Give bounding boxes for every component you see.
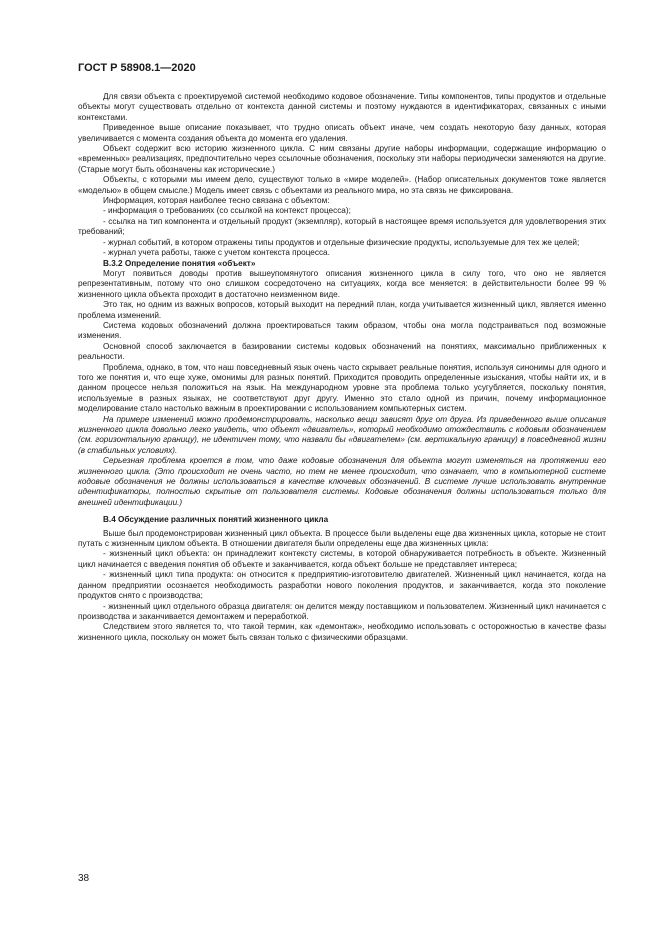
italic-note: На примере изменений можно продемонстрировать, насколько вещи зависят друг от друга. Из приведенного выше описания жизненного цикла довольно легко увидеть, что объект «двигатель», который необходимо отождествить с кодовым обозначением (см. горизонтальную границу), не идентичен тому, что назвали бы «двигателем» (см. вертикальную границу) в повседневной жизни (в стабильных условиях). [78,414,606,455]
list-item: - информация о требованиях (со ссылкой на контекст процесса); [103,206,351,216]
list-item: - жизненный цикл типа продукта: он относится к предприятию-изготовителю двигателей. Жизненный цикл начинается, когда на данном предприятии осознается необходимость разработки нового поколения продуктов, и заканчивается, когда это поколение продуктов снято с производства; [78,570,606,601]
list-item: - жизненный цикл отдельного образца двигателя: он делится между поставщиком и пользователем. Жизненный цикл начинается с производства и заканчивается демонтажем и переработкой. [78,601,606,621]
list-item: - журнал событий, в котором отражены типы продуктов и отдельные физические продукты, используемые для тех же целей; [103,237,580,247]
paragraph: Выше был продемонстрирован жизненный цикл объекта. В процессе были выделены еще два жизненных цикла, которые не стоит путать с жизненным циклом объекта. В отношении двигателя были определены еще два жизненных цикла: [78,528,606,549]
paragraph: Приведенное выше описание показывает, что трудно описать объект иначе, чем создать некоторую базу данных, которая увеличивается с момента создания объекта до момента его удаления. [78,123,606,143]
list-item: - журнал учета работы, также с учетом контекста процесса. [103,248,330,258]
paragraph: Это так, но одним из важных вопросов, который выходит на передний план, когда учитывается жизненный цикл, является именно проблема изменений. [78,300,606,320]
list-item: - жизненный цикл объекта: он принадлежит контексту системы, в которой обнаруживается потребность в объекте. Жизненный цикл начинается с введения понятия об объекте и заканчивается, когда объект больше не представляет интереса; [78,549,606,569]
paragraph: Объекты, с которыми мы имеем дело, существуют только в «мире моделей». (Набор описательных документов тоже является «моделью» в общем смысле.) Модель имеет связь с объектами из реального мира, но эта связь не фиксирована. [78,175,606,195]
section-heading: В.3.2 Определение понятия «объект» [103,258,256,268]
paragraph: Для связи объекта с проектируемой системой необходимо кодовое обозначение. Типы компонентов, типы продуктов и отдельные объекты могут существовать отдельно от контекста данной системы и поэтому нуждаются в идентификаторах, связанных с иными контекстами. [78,92,606,122]
paragraph: Могут появиться доводы против вышеупомянутого описания жизненного цикла в силу того, что оно не является репрезентативным, потому что оно слишком сосредоточено на ситуациях, когда все меняется: в действительности более 99 % жизненного цикла объекта проходит в достаточно неизменном виде. [78,268,606,299]
paragraph: Основной способ заключается в базировании системы кодовых обозначений на понятиях, максимально приближенных к реальности. [78,341,606,362]
section-heading: В.4 Обсуждение различных понятий жизненного цикла [103,515,329,525]
paragraph: Следствием этого является то, что такой термин, как «демонтаж», необходимо использовать с осторожностью в качестве фазы жизненного цикла, поскольку он может быть связан только с физическими образцами. [78,622,606,642]
document-body [78,92,606,643]
italic-note: Серьезная проблема кроется в том, что даже кодовые обозначения для объекта могут изменяться на протяжении его жизненного цикла. (Это происходит не очень часто, но тем не менее происходит, что означает, что в компьютерной системе кодовые обозначения не должны использоваться в качестве ключевых обозначений. В системе лучше использовать внутренние идентификаторы, полностью скрытые от пользователя системы. Кодовые обозначения должны использоваться только для внешней идентификации.) [78,456,606,507]
paragraph: Проблема, однако, в том, что наш повседневный язык очень часто скрывает реальные понятия, используя синонимы для одного и того же понятия и, что еще хуже, омонимы для разных понятий. Приходится проводить определенные изыскания, чтобы найти их, и в данном процессе нельзя положиться на язык. На международном уровне эта проблема только усугубляется, поскольку понятия, используемые в разных языках, не соответствуют друг другу. Именно это стало одной из причин, почему информационное моделирование стало настолько важным в проектировании с использованием компьютерных систем. [78,362,606,414]
page-number: 38 [78,873,90,884]
document-header: ГОСТ Р 58908.1—2020 [78,62,196,74]
list-item: - ссылка на тип компонента и отдельный продукт (экземпляр), который в настоящее время используется для удовлетворения этих требований; [78,216,606,237]
paragraph: Система кодовых обозначений должна проектироваться таким образом, чтобы она могла подстраиваться под возможные изменения. [78,320,606,341]
paragraph: Объект содержит всю историю жизненного цикла. С ним связаны другие наборы информации, содержащие информацию о «временных» реализациях, предпочтительно через ссылочные обозначения, поскольку эти наборы периодически заменяются на другие. (Старые могут быть обозначены как исторические.) [78,144,606,174]
paragraph: Информация, которая наиболее тесно связана с объектом: [103,196,330,206]
